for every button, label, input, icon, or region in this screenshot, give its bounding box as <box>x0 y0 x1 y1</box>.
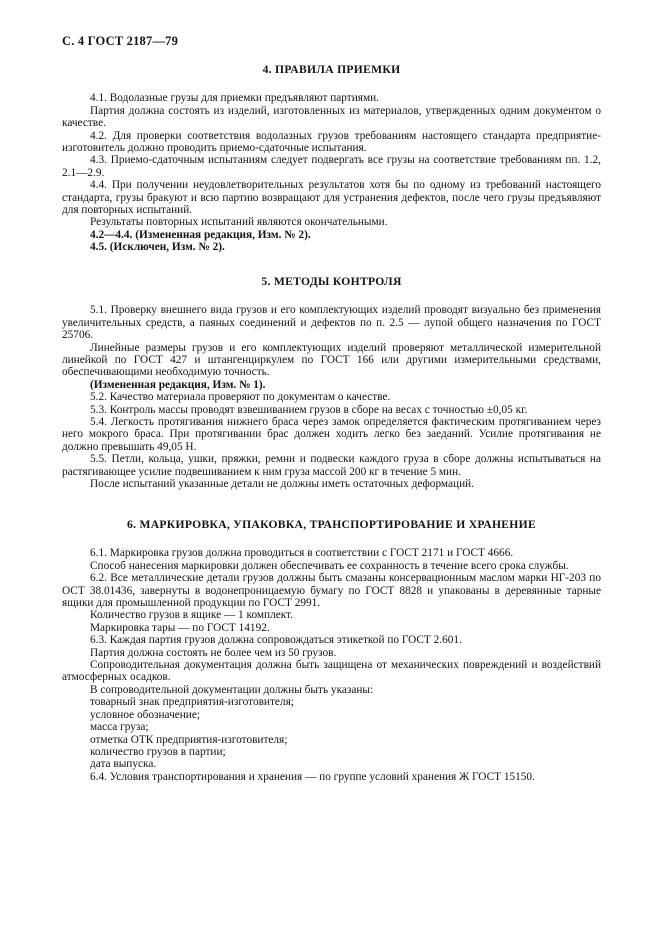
amendment-note-text: 4.2—4.4. (Измененная редакция, Изм. № 2). <box>90 228 311 241</box>
section-title: 4. ПРАВИЛА ПРИЕМКИ <box>262 63 401 76</box>
paragraph: 4.1. Водолазные грузы для приемки предъявляют партиями. <box>90 92 379 105</box>
list-item: отметка ОТК предприятия-изготовителя; <box>90 733 288 746</box>
paragraph: Результаты повторных испытаний являются окончательными. <box>90 216 388 229</box>
paragraph: 4.2. Для проверки соответствия водолазных грузов требованиям настоящего стандарта предприятие-изготовитель должно проводить приемо-сдаточные испытания. <box>62 129 601 155</box>
paragraph: 5.5. Петли, кольца, ушки, пряжки, ремни и подвески каждого груза в сборе должны испытываться на растягивающее усилие подвешиванием к ним груза массой 200 кг в течение 5 мин. <box>62 453 601 478</box>
page-header: С. 4 ГОСТ 2187—79 <box>62 34 179 48</box>
list-item: дата выпуска. <box>90 758 157 771</box>
amendment-note <box>62 229 601 241</box>
amendment-note-text: 4.5. (Исключен, Изм. № 2). <box>90 241 225 254</box>
list-item: условное обозначение; <box>90 708 201 721</box>
paragraph: Партия должна состоять из изделий, изготовленных из материалов, утвержденных одним документом о качестве. <box>62 104 601 130</box>
paragraph: Сопроводительная документация должна быть защищена от механических повреждений и воздействий атмосферных осадков. <box>62 659 601 684</box>
amendment-note <box>62 379 601 391</box>
paragraph: 4.4. При получении неудовлетворительных результатов хотя бы по одному из требований настоящего стандарта, грузы бракуют и всю партию возвращают для устранения дефектов, после чего грузы предъявляют для повторных испытаний. <box>62 179 601 217</box>
section-control-methods <box>62 276 601 491</box>
paragraph: После испытаний указанные детали не должны иметь остаточных деформаций. <box>90 478 474 491</box>
paragraph: Способ нанесения маркировки должен обеспечивать ее сохранность в течение всего срока службы. <box>90 559 569 572</box>
amendment-note <box>62 241 601 253</box>
list-item: количество грузов в партии; <box>90 745 226 758</box>
list-item: товарный знак предприятия-изготовителя; <box>90 696 294 709</box>
paragraph: 5.2. Качество материала проверяют по документам о качестве. <box>90 391 391 404</box>
list-item: масса груза; <box>90 721 149 734</box>
paragraph: Партия должна состоять не более чем из 50 грузов. <box>90 646 337 659</box>
paragraph: 5.4. Легкость протягивания нижнего браса через замок определяется фактическим протягиванием через него мокрого браса. При протягивании брас должен ходить легко без заеданий. Усилие протягивания не должно превышать 49,05 Н. <box>62 416 601 453</box>
paragraph: 6.2. Все металлические детали грузов должны быть смазаны консервационным маслом марки НГ-203 по ОСТ 38.01436, завернуты в водонепроницаемую бумагу по ГОСТ 8828 и упакованы в деревянные тарные ящики для промышленной продукции по ГОСТ 2991. <box>62 572 601 610</box>
section-acceptance-rules <box>62 64 601 254</box>
paragraph: 5.1. Проверку внешнего вида грузов и его комплектующих изделий проводят визуально без применения увеличительных средств, а паяных соединений и дефектов по п. 2.5 — лупой общего назначения по ГОСТ 25706. <box>62 304 601 342</box>
paragraph: Линейные размеры грузов и его комплектующих изделий проверяют металлической измерительной линейкой по ГОСТ 427 и штангенциркулем по ГОСТ 166 или другими измерительными средствами, обеспечивающими необходимую точность. <box>62 341 601 379</box>
paragraph: 6.4. Условия транспортирования и хранения — по группе условий хранения Ж ГОСТ 15150. <box>90 770 535 783</box>
paragraph: 6.3. Каждая партия грузов должна сопровождаться этикеткой по ГОСТ 2.601. <box>90 634 462 647</box>
paragraph: Маркировка тары — по ГОСТ 14192. <box>90 621 270 634</box>
paragraph: В сопроводительной документации должны быть указаны: <box>90 683 374 696</box>
paragraph: 4.3. Приемо-сдаточным испытаниям следует подвергать все грузы на соответствие требованиям пп. 1.2, 2.1—2.9. <box>62 154 601 179</box>
amendment-note-text: (Измененная редакция, Изм. № 1). <box>90 378 266 391</box>
paragraph: Количество грузов в ящике — 1 комплект. <box>90 609 293 622</box>
section-title: 5. МЕТОДЫ КОНТРОЛЯ <box>261 275 402 288</box>
paragraph: 6.1. Маркировка грузов должна проводиться в соответствии с ГОСТ 2171 и ГОСТ 4666. <box>90 547 514 560</box>
section-title: 6. МАРКИРОВКА, УПАКОВКА, ТРАНСПОРТИРОВАНИЕ И ХРАНЕНИЕ <box>127 518 536 531</box>
paragraph: 5.3. Контроль массы проводят взвешиванием грузов в сборе на весах с точностью ±0,05 кг. <box>90 403 528 416</box>
section-marking-packaging <box>62 519 601 783</box>
